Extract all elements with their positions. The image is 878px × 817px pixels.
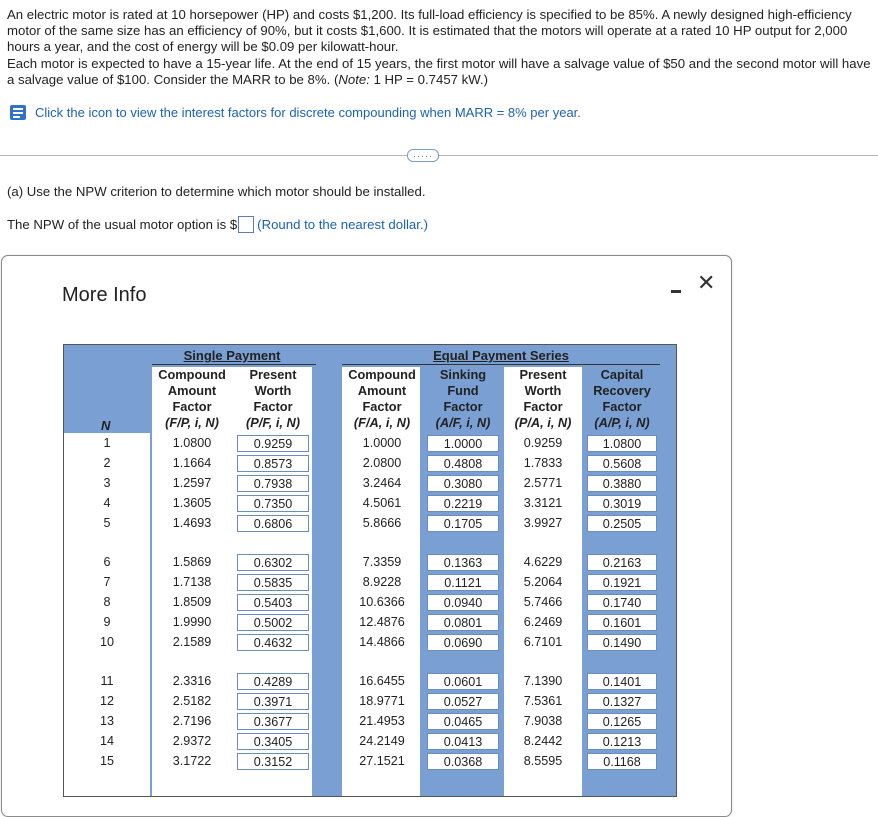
factor-cell: 0.9259 [523, 436, 563, 450]
period-cell: 3 [103, 476, 111, 490]
factor-cell: 7.3359 [362, 555, 402, 569]
period-cell: 10 [99, 635, 114, 649]
factor-cell: 3.3121 [523, 496, 563, 510]
factor-cell: 0.3019 [587, 495, 657, 512]
npw-round-note: (Round to the nearest dollar.) [257, 217, 428, 232]
period-cell: 8 [103, 595, 111, 609]
factor-cell: 16.6455 [359, 674, 405, 688]
factor-cell: 2.0800 [362, 456, 402, 470]
column-header [232, 367, 314, 431]
factor-cell: 3.1722 [172, 754, 212, 768]
column-header [342, 367, 422, 431]
factor-cell: 24.2149 [359, 734, 405, 748]
factor-cell: 4.5061 [362, 496, 402, 510]
factor-cell: 18.9771 [359, 694, 405, 708]
factor-cell: 0.0465 [427, 713, 499, 730]
n-column-header: N [101, 418, 111, 433]
column-header-line: Fund [447, 383, 479, 398]
factor-cell: 0.6806 [237, 515, 309, 532]
factor-cell: 1.1664 [172, 456, 212, 470]
column-header-notation: (F/P, i, N) [165, 415, 219, 430]
factor-cell: 1.5869 [172, 555, 212, 569]
factor-cell: 1.0800 [587, 435, 657, 452]
factor-cell: 21.4953 [359, 714, 405, 728]
factor-cell: 0.0413 [427, 733, 499, 750]
minimize-icon[interactable] [670, 283, 684, 297]
period-cell: 5 [103, 516, 111, 530]
factor-cell: 4.6229 [523, 555, 563, 569]
factor-cell: 1.4693 [172, 516, 212, 530]
column-header-line: Factor [253, 399, 293, 414]
factor-cell: 0.5002 [237, 614, 309, 631]
book-icon[interactable] [9, 104, 27, 121]
factor-cell: 0.1401 [587, 673, 657, 690]
factor-cell: 1.9990 [172, 615, 212, 629]
period-cell: 2 [103, 456, 111, 470]
column-header [582, 367, 662, 431]
factor-cell: 2.3316 [172, 674, 212, 688]
factor-cell: 0.1265 [587, 713, 657, 730]
factor-cell: 2.9372 [172, 734, 212, 748]
factor-cell: 1.0000 [427, 435, 499, 452]
factor-cell: 8.2442 [523, 734, 563, 748]
factor-cell: 0.8573 [237, 455, 309, 472]
column-header-line: Amount [167, 383, 217, 398]
problem-paragraph-1: An electric motor is rated at 10 horsepower (HP) and costs $1,200. Its full-load efficiency is specified to be 85%. A newly designed high-efficiency motor of the same size has an efficiency of 90%, but it costs $1,600. It is estimated that the motors will operate at a rated 10 HP output for 2,000 hours a year, and the cost of energy will be $0.09 per kilowatt-hour. [7, 7, 852, 55]
dialog-title: More Info [62, 284, 147, 306]
factor-cell: 7.9038 [523, 714, 563, 728]
column-header [152, 367, 232, 431]
factor-cell: 0.0801 [427, 614, 499, 631]
factor-cell: 0.4289 [237, 673, 309, 690]
equal-payment-rule [342, 364, 660, 365]
column-header [422, 367, 504, 431]
factor-cell: 0.5835 [237, 574, 309, 591]
factor-cell: 0.2219 [427, 495, 499, 512]
factor-cell: 1.2597 [172, 476, 212, 490]
equal-payment-title: Equal Payment Series [433, 348, 569, 363]
column-header-notation: (A/F, i, N) [435, 415, 491, 430]
column-header-line: Present [249, 367, 297, 382]
factor-cell: 0.5608 [587, 455, 657, 472]
column-header-line: Compound [158, 367, 226, 382]
factor-cell: 1.7833 [523, 456, 563, 470]
interest-factor-table [63, 344, 677, 797]
column-header-line: Worth [254, 383, 292, 398]
factor-cell: 1.0800 [172, 436, 212, 450]
section-divider [0, 155, 878, 156]
column-header-line: Recovery [593, 383, 651, 398]
factor-cell: 14.4866 [359, 635, 405, 649]
factor-cell: 0.1121 [427, 574, 499, 591]
problem-statement [7, 7, 873, 88]
period-cell: 7 [103, 575, 111, 589]
factor-cell: 5.2064 [523, 575, 563, 589]
factor-cell: 10.6366 [359, 595, 405, 609]
column-header-line: Present [519, 367, 567, 382]
factor-cell: 0.1490 [587, 634, 657, 651]
column-header [504, 367, 582, 431]
period-cell: 14 [99, 734, 114, 748]
factor-cell: 7.1390 [523, 674, 563, 688]
factor-cell: 0.3405 [237, 733, 309, 750]
factor-cell: 0.0601 [427, 673, 499, 690]
problem-paragraph-2: Each motor is expected to have a 15-year life. At the end of 15 years, the first motor will have a salvage value of $50 and the second motor will have a salvage value of $100. Consider the MARR to be 8%. (Note: 1 HP = 0.7457 kW.) [7, 55, 871, 87]
column-header-line: Factor [443, 399, 483, 414]
factor-cell: 0.0368 [427, 753, 499, 770]
close-icon[interactable]: ✕ [697, 270, 716, 295]
period-cell: 11 [100, 674, 114, 688]
factor-cell: 2.5771 [523, 476, 563, 490]
factor-cell: 0.6302 [237, 554, 309, 571]
column-header-line: Factor [172, 399, 212, 414]
column-header-line: Factor [523, 399, 563, 414]
factor-cell: 0.1705 [427, 515, 499, 532]
factor-cell: 1.8509 [172, 595, 212, 609]
period-cell: 9 [103, 615, 111, 629]
factor-cell: 1.7138 [172, 575, 212, 589]
factor-cell: 0.0690 [427, 634, 499, 651]
factor-cell: 0.0940 [427, 594, 499, 611]
factor-cell: 27.1521 [359, 754, 405, 768]
factor-cell: 2.5182 [172, 694, 212, 708]
factor-cell: 2.7196 [172, 714, 212, 728]
single-payment-rule [152, 364, 316, 365]
factor-cell: 1.3605 [172, 496, 212, 510]
npw-answer-input[interactable] [238, 216, 254, 233]
interest-factors-link-text[interactable]: Click the icon to view the interest factors for discrete compounding when MARR = 8% per year. [35, 105, 581, 120]
factor-cell: 0.7350 [237, 495, 309, 512]
period-cell: 13 [99, 714, 114, 728]
factor-cell: 7.5361 [523, 694, 563, 708]
factor-cell: 0.1327 [587, 693, 657, 710]
factor-cell: 5.7466 [523, 595, 563, 609]
npw-question [7, 216, 428, 233]
factor-cell: 0.1601 [587, 614, 657, 631]
factor-cell: 6.7101 [523, 635, 563, 649]
single-payment-title: Single Payment [183, 348, 281, 363]
column-header-line: Factor [602, 399, 642, 414]
period-cell: 1 [103, 436, 111, 450]
factor-cell: 5.8666 [362, 516, 402, 530]
column-header-line: Capital [600, 367, 644, 382]
column-header-line: Sinking [439, 367, 487, 382]
factor-cell: 0.3152 [237, 753, 309, 770]
factor-cell: 0.9259 [237, 435, 309, 452]
factor-cell: 8.5595 [523, 754, 563, 768]
column-header-notation: (P/A, i, N) [514, 415, 572, 430]
factor-cell: 0.3971 [237, 693, 309, 710]
factor-cell: 0.3080 [427, 475, 499, 492]
npw-prefix: The NPW of the usual motor option is $ [7, 217, 238, 232]
column-header-line: Compound [348, 367, 416, 382]
expand-more-button[interactable]: ····· [407, 149, 439, 162]
factor-cell: 0.3880 [587, 475, 657, 492]
period-cell: 4 [103, 496, 111, 510]
factor-cell: 8.9228 [362, 575, 402, 589]
factor-cell: 0.7938 [237, 475, 309, 492]
part-a-question: (a) Use the NPW criterion to determine which motor should be installed. [7, 184, 426, 199]
period-cell: 12 [99, 694, 114, 708]
factor-cell: 0.2163 [587, 554, 657, 571]
factor-cell: 0.5403 [237, 594, 309, 611]
interest-factors-link[interactable] [9, 104, 581, 121]
column-header-line: Factor [362, 399, 402, 414]
factor-cell: 0.1168 [587, 753, 657, 770]
column-header-notation: (F/A, i, N) [353, 415, 411, 430]
factor-cell: 1.0000 [362, 436, 402, 450]
factor-cell: 0.2505 [587, 515, 657, 532]
factor-cell: 0.1740 [587, 594, 657, 611]
factor-cell: 0.3677 [237, 713, 309, 730]
column-header-notation: (P/F, i, N) [245, 415, 301, 430]
factor-cell: 12.4876 [359, 615, 405, 629]
column-header-line: Worth [524, 383, 562, 398]
column-header-line: Amount [357, 383, 407, 398]
factor-cell: 0.4632 [237, 634, 309, 651]
period-cell: 6 [103, 555, 111, 569]
period-cell: 15 [99, 754, 114, 768]
factor-cell: 2.1589 [172, 635, 212, 649]
factor-cell: 0.1363 [427, 554, 499, 571]
factor-cell: 0.0527 [427, 693, 499, 710]
factor-cell: 3.9927 [523, 516, 563, 530]
column-header-notation: (A/P, i, N) [594, 415, 650, 430]
factor-cell: 3.2464 [362, 476, 402, 490]
factor-cell: 6.2469 [523, 615, 563, 629]
factor-cell: 0.4808 [427, 455, 499, 472]
factor-cell: 0.1213 [587, 733, 657, 750]
factor-cell: 0.1921 [587, 574, 657, 591]
